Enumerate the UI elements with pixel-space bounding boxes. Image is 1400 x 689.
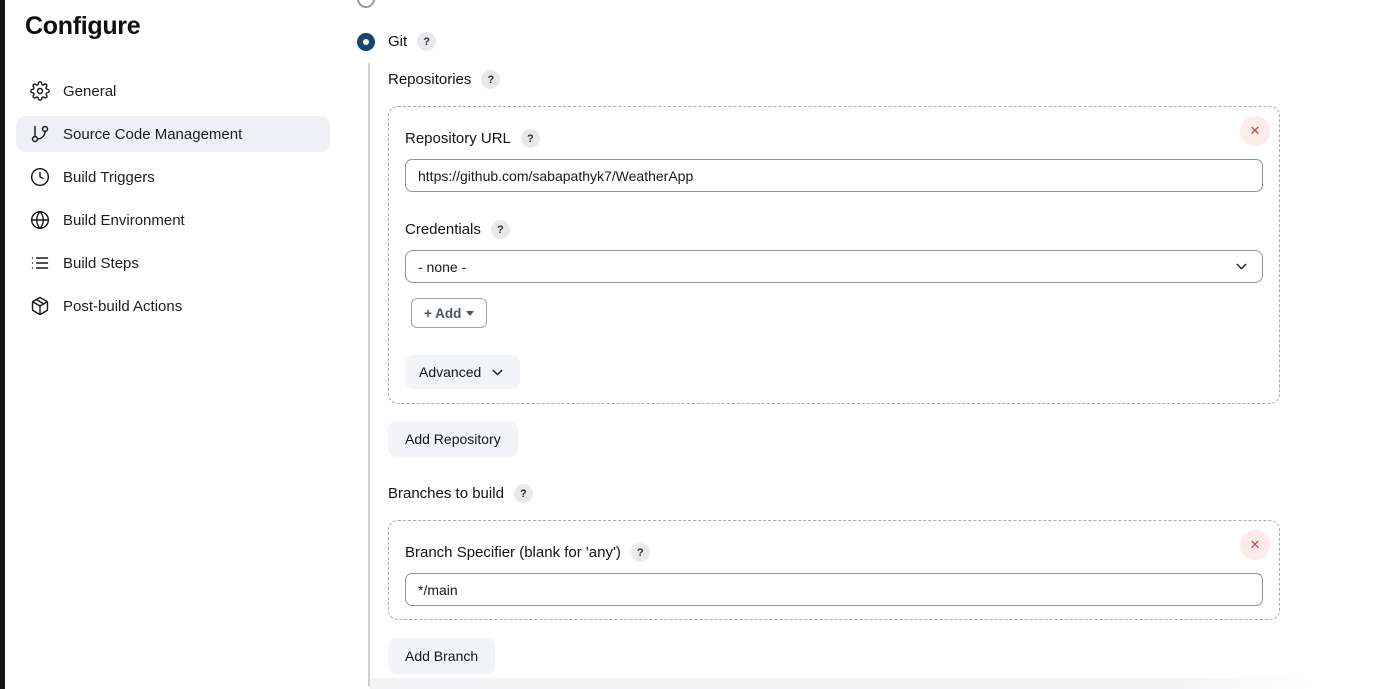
branches-section-header [388, 484, 533, 503]
branch-specifier-input[interactable] [405, 573, 1263, 606]
caret-down-icon [466, 311, 474, 316]
branches-to-build-label: Branches to build [388, 485, 504, 502]
add-branch-button[interactable] [388, 638, 495, 674]
sidebar-item-build-steps[interactable] [16, 245, 330, 281]
credentials-label: Credentials [405, 221, 481, 238]
sidebar-item-source-code-management[interactable] [16, 116, 330, 152]
git-branch-icon [30, 124, 50, 144]
repository-block [388, 106, 1280, 404]
globe-icon [30, 210, 50, 230]
credentials-label-row [405, 220, 510, 239]
chevron-down-icon [489, 364, 506, 381]
help-icon[interactable]: ? [631, 543, 650, 562]
help-icon[interactable]: ? [491, 220, 510, 239]
help-icon[interactable]: ? [417, 32, 436, 51]
repositories-label: Repositories [388, 71, 472, 88]
next-section-edge [370, 678, 1310, 689]
advanced-label: Advanced [419, 364, 482, 380]
add-branch-label: Add Branch [405, 648, 479, 664]
git-option-row [357, 32, 436, 51]
add-repository-button[interactable] [388, 421, 518, 457]
git-section-indent-line [368, 63, 370, 686]
sidebar-item-label: Source Code Management [63, 125, 243, 143]
chevron-down-icon [1233, 258, 1250, 275]
repository-url-label: Repository URL [405, 130, 511, 147]
delete-branch-button[interactable]: ✕ [1240, 530, 1270, 560]
config-sidebar [16, 73, 330, 331]
repository-url-label-row [405, 129, 540, 148]
branch-specifier-label-row [405, 543, 650, 562]
sidebar-item-build-triggers[interactable] [16, 159, 330, 195]
branch-specifier-label: Branch Specifier (blank for 'any') [405, 544, 621, 561]
repositories-section-header [388, 70, 500, 89]
add-repository-label: Add Repository [405, 431, 501, 447]
sidebar-item-label: General [63, 82, 117, 100]
clock-icon [30, 167, 50, 187]
scm-option-radio-unselected[interactable] [357, 0, 375, 8]
sidebar-item-label: Post-build Actions [63, 297, 183, 315]
git-radio-selected[interactable] [357, 33, 375, 51]
repository-url-input[interactable] [405, 159, 1263, 192]
help-icon[interactable]: ? [521, 129, 540, 148]
help-icon[interactable]: ? [481, 70, 500, 89]
sidebar-item-post-build-actions[interactable] [16, 288, 330, 324]
sidebar-item-label: Build Triggers [63, 168, 155, 186]
branch-block [388, 520, 1280, 620]
sidebar-item-label: Build Steps [63, 254, 139, 272]
gear-icon [30, 81, 50, 101]
git-option-label[interactable]: Git [388, 33, 408, 50]
help-icon[interactable]: ? [514, 484, 533, 503]
list-icon [30, 253, 50, 273]
advanced-button[interactable] [405, 355, 520, 389]
page-title: Configure [25, 12, 141, 40]
package-icon [30, 296, 50, 316]
credentials-selected-value: - none - [418, 258, 467, 275]
sidebar-item-general[interactable] [16, 73, 330, 109]
add-credentials-button[interactable] [411, 298, 487, 328]
credentials-select[interactable] [405, 250, 1263, 283]
sidebar-item-build-environment[interactable] [16, 202, 330, 238]
window-edge [0, 0, 5, 689]
delete-repository-button[interactable]: ✕ [1240, 116, 1270, 146]
add-credentials-label: + Add [424, 305, 462, 321]
sidebar-item-label: Build Environment [63, 211, 185, 229]
